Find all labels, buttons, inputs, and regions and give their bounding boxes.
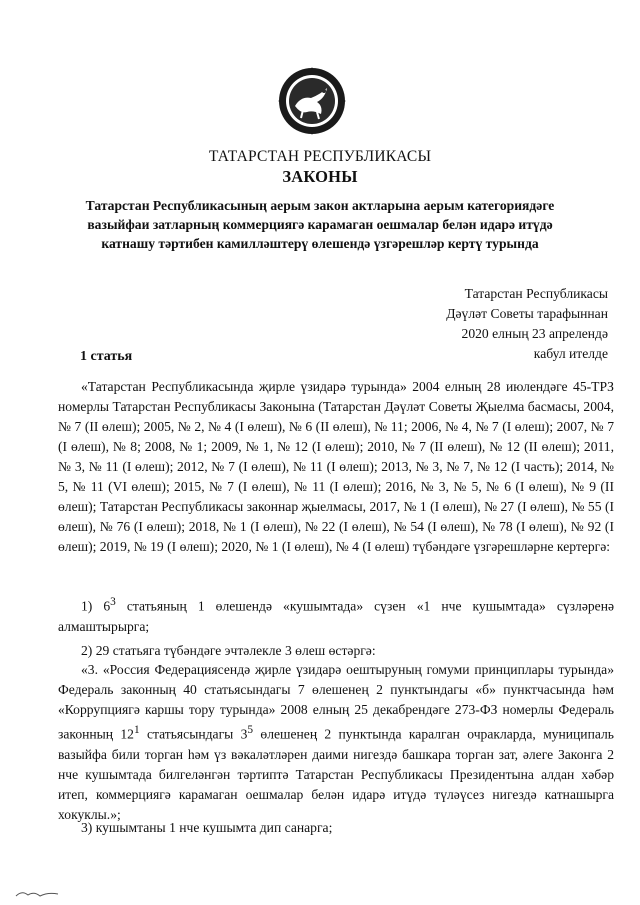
- article-heading: 1 статья: [80, 349, 133, 364]
- item-2-superscript-b: 5: [247, 724, 254, 736]
- item-1-paragraph: [58, 592, 614, 637]
- item-2-quoted-text: [58, 660, 614, 825]
- item-2-text-b: статьясындагы 3: [139, 726, 248, 742]
- item-2-paragraph: 2) 29 статьяга түбәндәге эчтәлекле 3 өлеш өстәргә:: [81, 643, 376, 658]
- item-2-superscript-a: 1: [133, 724, 140, 736]
- item-2-text-c: өлешенең 2 пунктында каралган очракларда, муниципаль вазыйфа били торган һәм үз вәкаләтләрен даими нигездә башкара торган зат, әлеге Законга 2 нче кушымтада билгеләнгән тәртиптә Татарстан Республикасы Президентына алдан хәбәр итеп, коммерциягә карамаган оешмалар белән идарә итүдә түләүсез нигездә катнашырга хокуклы.»;: [58, 726, 614, 822]
- coat-of-arms-emblem: [277, 66, 347, 136]
- item-1-superscript: 3: [110, 596, 116, 608]
- adoption-line-1: Татарстан Республикасы: [464, 286, 608, 301]
- republic-heading: ТАТАРСТАН РЕСПУБЛИКАСЫ: [208, 148, 432, 165]
- document-type-heading: ЗАКОНЫ: [282, 167, 358, 186]
- adoption-block: [446, 284, 608, 364]
- item-2-text-a: «3. «Россия Федерациясендә җирле үзидарә оештыруның гомуми принциплары турында» Федераль законның 40 статьясындагы 7 өлешенең 2 пунктындагы «б» пунктчасында һәм «Коррупциягә каршы тору турында» 2008 елның 25 декабрендәге 273-ФЗ номерлы Федераль законның 12: [58, 662, 614, 742]
- adoption-line-4: кабул ителде: [533, 346, 608, 361]
- adoption-line-2: Дәүләт Советы тарафыннан: [446, 306, 608, 321]
- scan-mark: [14, 888, 62, 898]
- law-title: Татарстан Республикасының аерым закон актларына аерым категориядәге вазыйфаи затларның коммерциягә карамаган оешмалар белән идарә итүдә катнашу тәртибен камилләштерү өлешендә үзгәрешләр кертү турында: [85, 198, 555, 251]
- article-intro-paragraph: «Татарстан Республикасында җирле үзидарә турында» 2004 елның 28 июлендәге 45-ТРЗ номерлы Татарстан Республикасы Законына (Татарстан Дәүләт Советы Җыелма басмасы, 2004, № 7 (II өлеш); 2005, № 2, № 4 (I өлеш), № 6 (II өлеш), № 11; 2006, № 4, № 7 (I өлеш); 2007, № 7 (I өлеш), № 8; 2008, № 1; 2009, № 1, № 12 (I өлеш); 2010, № 7 (II өлеш), № 12 (II өлеш); 2011, № 3, № 11 (I өлеш); 2012, № 7 (I өлеш), № 11 (I өлеш); 2013, № 3, № 7, № 12 (I часть); 2014, № 5, № 11 (VI өлеш); 2015, № 7 (I өлеш), № 11 (I өлеш); 2016, № 3, № 5, № 6 (I өлеш), № 9 (II өлеш); Татарстан Республикасы законнар җыелмасы, 2017, № 1 (I өлеш), № 27 (I өлеш), № 55 (I өлеш), № 76 (I өлеш); 2018, № 1 (I өлеш), № 22 (I өлеш), № 54 (I өлеш), № 78 (I өлеш), № 92 (I өлеш); 2019, № 19 (I өлеш); 2020, № 1 (I өлеш), № 4 (I өлеш) түбәндәге үзгәрешләрне кертергә:: [58, 379, 614, 554]
- item-1-text: статьяның 1 өлешендә «кушымтада» сүзен «1 нче кушымтада» сүзләренә алмаштырырга;: [58, 598, 614, 634]
- item-1-prefix: 1) 6: [81, 598, 111, 614]
- item-3-paragraph: 3) кушымтаны 1 нче кушымта дип санарга;: [81, 820, 333, 835]
- adoption-line-3: 2020 елның 23 апрелендә: [461, 326, 608, 341]
